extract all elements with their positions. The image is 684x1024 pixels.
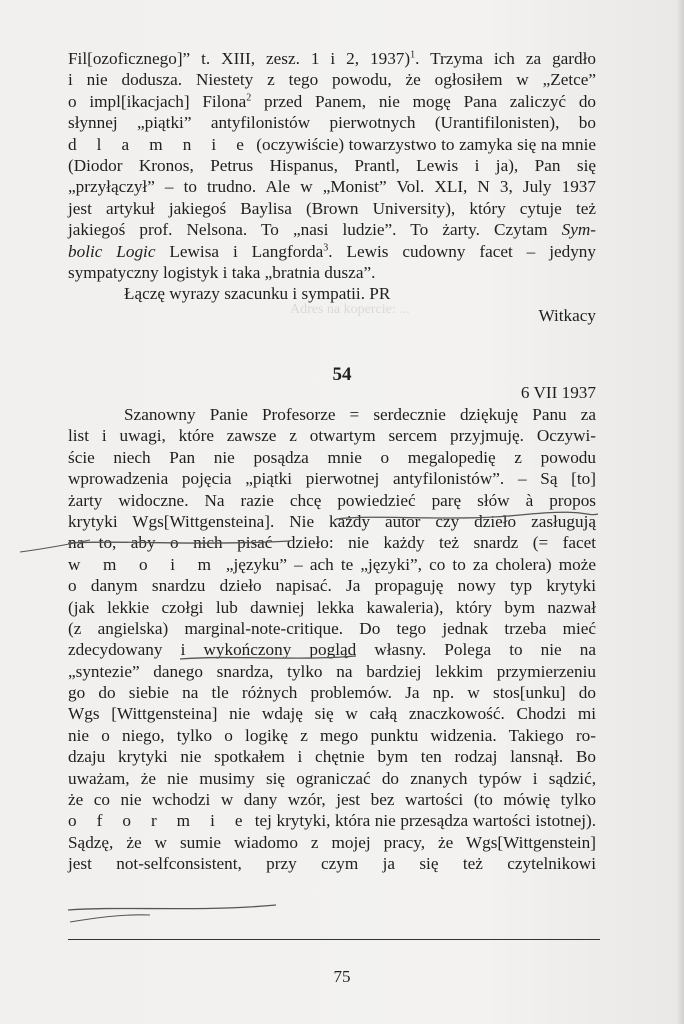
text-line: na to, aby o nich pisać dzieło: nie każdy też snardz (= facet [68,533,596,553]
text-line: „syntezie” danego snardza, tylko na bardziej lekkim przymierzeniu [68,661,596,681]
footnote-mark: 3 [323,241,329,253]
pencil-underline [70,915,150,922]
footer-rule [68,939,600,940]
text-line: sympatyczny logistyk i taka „bratnia dusza”. [68,262,376,282]
text-line: ście niech Pan nie posądza mnie o megalopedię z powodu [68,447,596,467]
text-line: jakiegoś prof. Nelsona. To „nasi ludzie”. To żarty. Czytam Sym- [68,220,597,240]
text-line: „przyłączył” – to trudno. Ale w „Monist” Vol. XLI, N 3, July 1937 [68,177,596,197]
text-line: krytyki Wgs[Wittgensteina]. Nie każdy autor czy dzieło zasługują [68,511,596,531]
pencil-underline [68,905,276,910]
text-line: Fil[ozoficznego]” t. XIII, zesz. 1 i 2, 1937)$^1$. Trzyma ich za gardło [68,49,596,68]
text-line: go do siebie na tle różnych problemów. Ja np. w stos[unku] do [68,683,596,703]
footnote-mark: 1 [410,49,416,61]
text-line: (z angielska) marginal-note-critique. Do tego jednak trzeba mieć [68,618,596,638]
show-through-text: Adres na kopercie: ... [290,302,410,317]
text-line: Wgs [Wittgensteina] nie wdaję się w całą znaczkowość. Chodzi mi [68,704,596,724]
text-line: Sądzę, że w sumie wiadomo z mojej pracy, że Wgs[Wittgenstein] [68,832,596,852]
text-line: d l a m n i e (oczywiście) towarzystwo to zamyka się na mnie [68,134,597,154]
text-line: jest artykuł jakiegoś Baylisa (Brown University), który cytuje też [68,198,596,218]
text-line: i nie dodusza. Niestety z tego powodu, że ogłosiłem w „Zetce” [68,70,596,90]
text-line: słynnej „piątki” antyfilonistów pierwotnych (Urantifilonisten), bo [68,113,596,133]
page-edge-shadow [676,0,684,1024]
letter-date: 6 VII 1937 [520,383,596,402]
text-line: o f o r m i e tej krytyki, która nie przesądza wartości istotnej). [68,811,596,831]
letter-number: 54 [332,364,352,385]
text-line: (Diodor Kronos, Petrus Hispanus, Prantl, Lewis i ja), Pan się [68,155,596,175]
letter-53-ending [68,48,596,326]
text-line: w m o i m „języku” – ach te „języki”, co to za cholera) może [68,554,596,574]
text-line: (jak lekkie czołgi lub dawniej lekka kawaleria), który bym nazwał [68,597,596,617]
text-line: list i uwagi, które zawsze z otwartym sercem przyjmuję. Oczywi- [68,426,596,446]
signature: Witkacy [538,305,596,325]
footnote-mark: 2 [246,92,252,104]
closing-line: Łączę wyrazy szacunku i sympatii. PR [124,284,391,304]
text-line: dzaju krytyki nie spotkałem i chętnie bym ten rodzaj lansnął. Bo [68,747,596,767]
text-line: że co nie wchodzi w dany wzór, jest bez wartości (to mówię tylko [68,790,596,810]
text-line: Szanowny Panie Profesorze = serdecznie dziękuję Panu za [124,405,596,424]
text-line: uważam, że nie musimy się ograniczać do znanych typów i sądzić, [68,768,596,788]
page-number: 75 [333,967,351,986]
text-line: o impl[ikacjach] Filona$^2$ przed Panem, nie mogę Pana zaliczyć do [68,91,597,111]
text-line: jest not-selfconsistent, przy czym ja się też czytelnikowi [68,854,596,874]
letter-54-body [68,404,596,875]
text-line: nie o niego, tylko o logikę z mego punktu widzenia. Takiego ro- [68,725,596,745]
text-line: o danym snardzu dzieło napisać. Ja propaguję nowy typ krytyki [68,576,596,596]
text-line: żarty widoczne. Na razie chcę powiedzieć parę słów à propos [68,490,596,510]
text-line: zdecydowany i wykończony pogląd własny. Polega to nie na [68,640,596,660]
text-line: wprowadzenia pojęcia „piątki pierwotnej antyfilonistów”. – Są [to] [68,469,596,489]
text-line: bolic Logic Lewisa i Langforda$^3$. Lewis cudowny facet – jedyny [68,241,596,261]
